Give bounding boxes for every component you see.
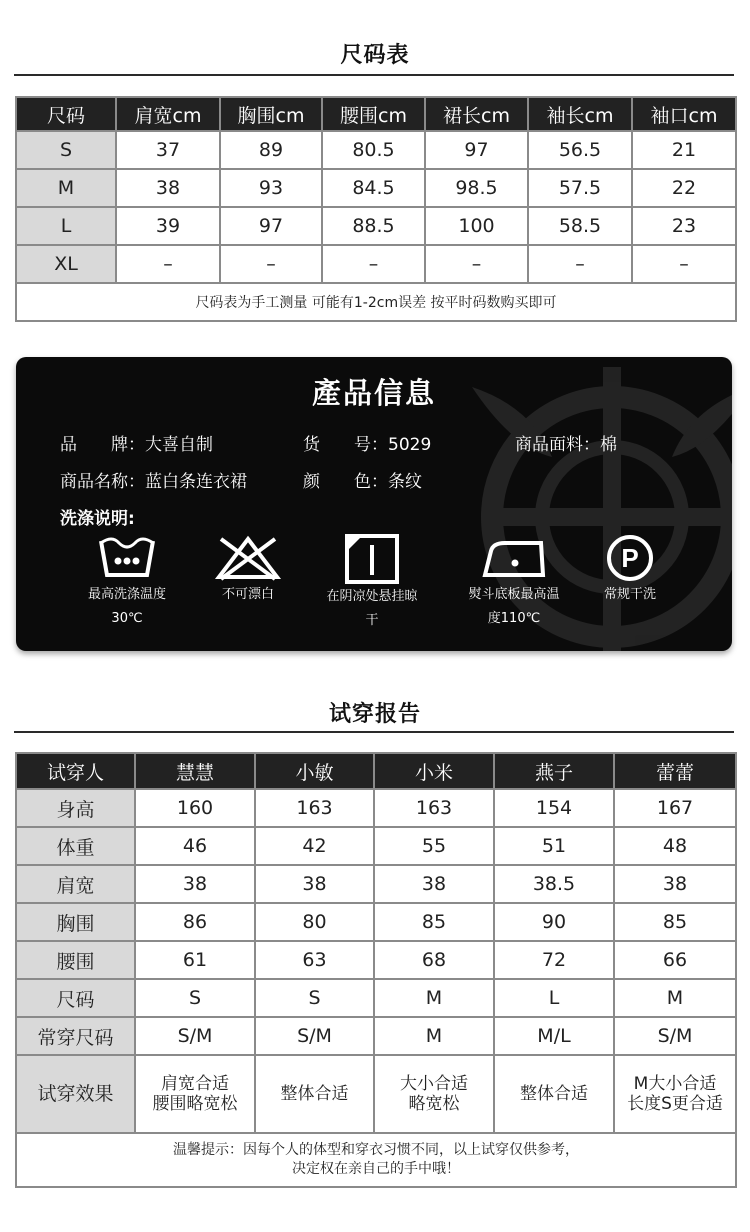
row-label: 体重 (16, 827, 135, 865)
table-cell: 22 (632, 169, 736, 207)
header-cell: 裙长cm (425, 97, 528, 131)
table-cell: 160 (135, 789, 255, 827)
brand-label: 品 牌：大喜自制 (60, 435, 213, 455)
table-row (16, 903, 736, 941)
table-cell: 86 (135, 903, 255, 941)
header-cell: 袖长cm (528, 97, 632, 131)
table-row (16, 1017, 736, 1055)
table-cell: 90 (494, 903, 614, 941)
table-cell: 42 (255, 827, 374, 865)
table-cell: 38.5 (494, 865, 614, 903)
table-cell: 167 (614, 789, 736, 827)
table-row (16, 131, 736, 169)
table-cell: M/L (494, 1017, 614, 1055)
header-cell: 袖口cm (632, 97, 736, 131)
table-row (16, 865, 736, 903)
table-cell: 72 (494, 941, 614, 979)
table-cell: 100 (425, 207, 528, 245)
header-cell: 胸围cm (220, 97, 322, 131)
header-cell: 小米 (374, 753, 494, 789)
table-cell: – (116, 245, 220, 283)
wash-30-icon (97, 533, 157, 583)
table-cell: 21 (632, 131, 736, 169)
table-row (16, 789, 736, 827)
row-label: XL (16, 245, 116, 283)
table-cell: 48 (614, 827, 736, 865)
wash-caption: 不可漂白 (221, 587, 274, 602)
header-cell: 尺码 (16, 97, 116, 131)
row-label: M (16, 169, 116, 207)
table-note-row (16, 1133, 736, 1187)
table-cell: 84.5 (322, 169, 425, 207)
table-cell: 38 (116, 169, 220, 207)
table-row (16, 979, 736, 1017)
row-label: S (16, 131, 116, 169)
item-number-label: 货 号：5029 (303, 435, 432, 455)
wash-item (570, 533, 690, 607)
table-cell: 55 (374, 827, 494, 865)
table-cell: 38 (374, 865, 494, 903)
table-cell: 整体合适 (494, 1055, 614, 1133)
table-cell: 93 (220, 169, 322, 207)
size-chart-note: 尺码表为手工测量 可能有1-2cm误差 按平时码数购买即可 (16, 283, 736, 321)
table-cell: – (425, 245, 528, 283)
fit-effect-row (16, 1055, 736, 1133)
table-cell: 97 (425, 131, 528, 169)
size-chart-divider (14, 74, 734, 76)
table-cell: 98.5 (425, 169, 528, 207)
fabric-label: 商品面料：棉 (515, 435, 617, 455)
table-cell: M (374, 1017, 494, 1055)
wash-item (67, 533, 187, 631)
table-row (16, 827, 736, 865)
table-cell: 38 (135, 865, 255, 903)
table-cell: S/M (255, 1017, 374, 1055)
product-name-label: 商品名称：蓝白条连衣裙 (60, 472, 247, 492)
header-cell: 肩宽cm (116, 97, 220, 131)
table-cell: 51 (494, 827, 614, 865)
table-cell: 46 (135, 827, 255, 865)
line-dry-shade-icon (344, 533, 400, 585)
fit-report-table (15, 752, 737, 1188)
header-cell: 小敏 (255, 753, 374, 789)
table-cell: 163 (374, 789, 494, 827)
table-cell: S (255, 979, 374, 1017)
table-cell: 23 (632, 207, 736, 245)
table-cell: 89 (220, 131, 322, 169)
row-label: 肩宽 (16, 865, 135, 903)
table-cell: L (494, 979, 614, 1017)
table-cell: 58.5 (528, 207, 632, 245)
row-label: 胸围 (16, 903, 135, 941)
wash-item (188, 533, 308, 607)
table-cell: 56.5 (528, 131, 632, 169)
table-cell: 大小合适 略宽松 (374, 1055, 494, 1133)
row-label: 常穿尺码 (16, 1017, 135, 1055)
size-chart-header-row (16, 97, 736, 131)
table-row (16, 245, 736, 283)
table-cell: 整体合适 (255, 1055, 374, 1133)
table-cell: S (135, 979, 255, 1017)
table-cell: 57.5 (528, 169, 632, 207)
table-cell: – (220, 245, 322, 283)
table-cell: S/M (135, 1017, 255, 1055)
row-label: 试穿效果 (16, 1055, 135, 1133)
fit-report-divider (14, 731, 734, 733)
table-cell: – (528, 245, 632, 283)
header-cell: 燕子 (494, 753, 614, 789)
product-info-panel (16, 357, 732, 651)
wash-caption: 常规干洗 (603, 587, 656, 602)
header-cell: 蕾蕾 (614, 753, 736, 789)
table-cell: 80.5 (322, 131, 425, 169)
no-bleach-icon (213, 533, 283, 583)
row-label: 身高 (16, 789, 135, 827)
table-cell: – (632, 245, 736, 283)
row-label: L (16, 207, 116, 245)
table-cell: 66 (614, 941, 736, 979)
table-cell: 38 (255, 865, 374, 903)
fit-report-header-row (16, 753, 736, 789)
table-cell: 154 (494, 789, 614, 827)
table-cell: 61 (135, 941, 255, 979)
table-cell: 68 (374, 941, 494, 979)
table-row (16, 169, 736, 207)
header-cell: 慧慧 (135, 753, 255, 789)
table-cell: 85 (374, 903, 494, 941)
table-note-row (16, 283, 736, 321)
svg-text:P: P (621, 543, 639, 573)
table-cell: S/M (614, 1017, 736, 1055)
fit-report-title: 试穿报告 (328, 702, 421, 727)
wash-caption: 熨斗底板最高温 度110℃ (468, 587, 560, 626)
table-cell: 37 (116, 131, 220, 169)
color-label: 颜 色：条纹 (303, 472, 422, 492)
table-cell: 80 (255, 903, 374, 941)
table-cell: M (614, 979, 736, 1017)
table-cell: 肩宽合适 腰围略宽松 (135, 1055, 255, 1133)
fit-report-note: 温馨提示：因每个人的体型和穿衣习惯不同，以上试穿仅供参考， 决定权在亲自己的手中哦！ (16, 1133, 736, 1187)
table-cell: 63 (255, 941, 374, 979)
size-chart-title: 尺码表 (340, 43, 410, 68)
table-cell: M (374, 979, 494, 1017)
table-row (16, 207, 736, 245)
size-chart-table (15, 96, 737, 322)
wash-instructions-heading: 洗涤说明: (60, 509, 135, 529)
table-cell: 88.5 (322, 207, 425, 245)
wash-caption: 在阴凉处悬挂晾 干 (326, 589, 418, 628)
table-cell: M大小合适 长度S更合适 (614, 1055, 736, 1133)
wash-item (454, 533, 574, 631)
table-cell: 163 (255, 789, 374, 827)
wash-caption: 最高洗涤温度 30℃ (87, 587, 166, 626)
table-cell: 85 (614, 903, 736, 941)
row-label: 尺码 (16, 979, 135, 1017)
dry-clean-p-icon (604, 533, 656, 583)
table-cell: – (322, 245, 425, 283)
table-cell: 97 (220, 207, 322, 245)
wash-item (312, 533, 432, 633)
table-cell: 39 (116, 207, 220, 245)
header-cell: 腰围cm (322, 97, 425, 131)
iron-icon (479, 533, 549, 583)
header-cell: 试穿人 (16, 753, 135, 789)
table-row (16, 941, 736, 979)
table-cell: 38 (614, 865, 736, 903)
row-label: 腰围 (16, 941, 135, 979)
product-info-title: 產品信息 (311, 376, 436, 410)
